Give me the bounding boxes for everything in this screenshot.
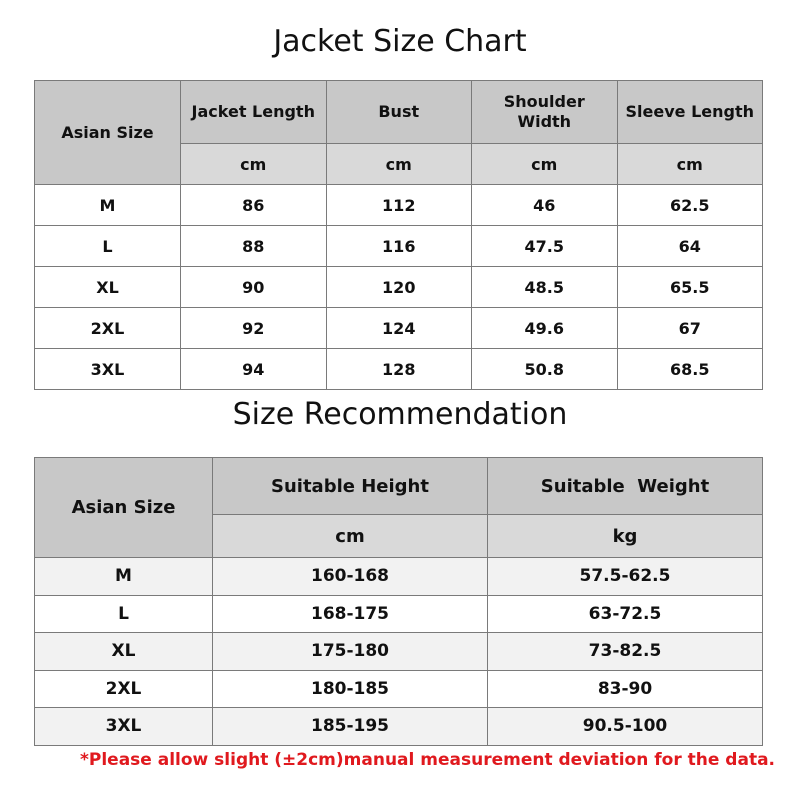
table-cell: 124 <box>326 308 472 349</box>
table-cell: 67 <box>617 308 763 349</box>
table-cell: 180-185 <box>213 670 488 708</box>
table-cell: 168-175 <box>213 595 488 633</box>
table-cell: 160-168 <box>213 558 488 596</box>
column-header-shoulder-width: Shoulder Width <box>472 81 618 144</box>
table-cell: 175-180 <box>213 633 488 671</box>
table-cell: 185-195 <box>213 708 488 746</box>
table-header-row <box>35 458 763 515</box>
table-cell: 94 <box>181 349 327 390</box>
table-row <box>35 349 763 390</box>
table-cell: 86 <box>181 185 327 226</box>
table-cell: 62.5 <box>617 185 763 226</box>
table-cell: 88 <box>181 226 327 267</box>
table-row <box>35 226 763 267</box>
table-cell: 50.8 <box>472 349 618 390</box>
table-cell: 68.5 <box>617 349 763 390</box>
table-row <box>35 185 763 226</box>
table-cell: 83-90 <box>488 670 763 708</box>
table-cell: 73-82.5 <box>488 633 763 671</box>
table-row <box>35 708 763 746</box>
table-cell: 48.5 <box>472 267 618 308</box>
table-cell: 92 <box>181 308 327 349</box>
size-cell: M <box>35 185 181 226</box>
size-cell: 3XL <box>35 708 213 746</box>
size-cell: 2XL <box>35 308 181 349</box>
column-header-asian-size: Asian Size <box>35 458 213 558</box>
table-header-row <box>35 81 763 144</box>
unit-cell: cm <box>181 144 327 185</box>
unit-cell: cm <box>617 144 763 185</box>
size-recommendation-table <box>34 457 763 746</box>
table-cell: 90 <box>181 267 327 308</box>
measurement-note: *Please allow slight (±2cm)manual measurement deviation for the data. <box>80 750 775 770</box>
column-header-jacket-length: Jacket Length <box>181 81 327 144</box>
size-cell: XL <box>35 267 181 308</box>
table-row <box>35 670 763 708</box>
unit-cell: cm <box>213 515 488 558</box>
table-cell: 63-72.5 <box>488 595 763 633</box>
table-cell: 65.5 <box>617 267 763 308</box>
column-header-bust: Bust <box>326 81 472 144</box>
jacket-size-table <box>34 80 763 390</box>
jacket-chart-title: Jacket Size Chart <box>273 24 527 59</box>
unit-cell: cm <box>326 144 472 185</box>
table-cell: 116 <box>326 226 472 267</box>
size-cell: M <box>35 558 213 596</box>
table-cell: 57.5-62.5 <box>488 558 763 596</box>
table-cell: 49.6 <box>472 308 618 349</box>
column-header-asian-size: Asian Size <box>35 81 181 185</box>
column-header-suitable-height: Suitable Height <box>213 458 488 515</box>
size-cell: 3XL <box>35 349 181 390</box>
table-cell: 64 <box>617 226 763 267</box>
recommendation-title: Size Recommendation <box>232 397 568 432</box>
table-cell: 112 <box>326 185 472 226</box>
size-cell: L <box>35 226 181 267</box>
table-cell: 46 <box>472 185 618 226</box>
size-cell: 2XL <box>35 670 213 708</box>
table-cell: 90.5-100 <box>488 708 763 746</box>
table-row <box>35 633 763 671</box>
size-cell: XL <box>35 633 213 671</box>
table-row <box>35 595 763 633</box>
table-cell: 120 <box>326 267 472 308</box>
unit-cell: cm <box>472 144 618 185</box>
unit-cell: kg <box>488 515 763 558</box>
table-cell: 128 <box>326 349 472 390</box>
table-cell: 47.5 <box>472 226 618 267</box>
size-cell: L <box>35 595 213 633</box>
table-row <box>35 267 763 308</box>
table-row <box>35 558 763 596</box>
column-header-suitable-weight: Suitable Weight <box>488 458 763 515</box>
table-row <box>35 308 763 349</box>
column-header-sleeve-length: Sleeve Length <box>617 81 763 144</box>
